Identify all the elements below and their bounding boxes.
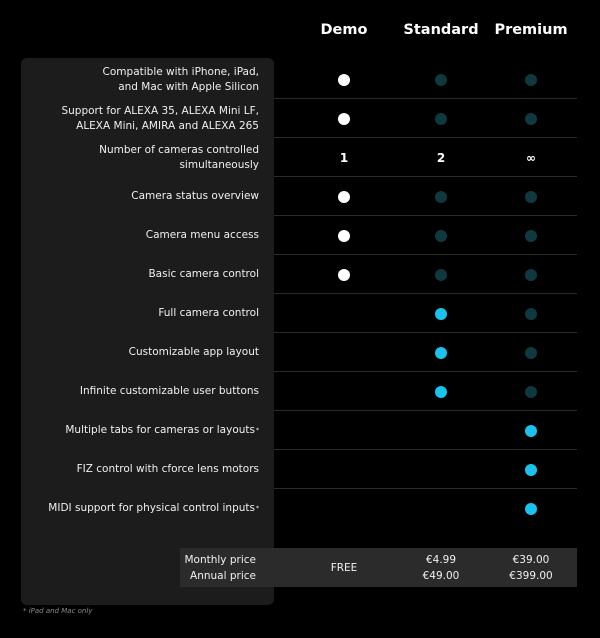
tier-header-demo: Demo — [320, 22, 368, 38]
cell-premium — [511, 177, 551, 216]
feature-dot-icon-dim — [435, 74, 447, 86]
cell-premium — [511, 333, 551, 372]
cell-demo — [324, 60, 364, 99]
feature-included-dot-icon — [525, 503, 537, 515]
cell-standard — [421, 177, 461, 216]
cell-standard — [421, 99, 461, 138]
feature-dot-icon-dim — [525, 308, 537, 320]
feature-dot-icon-dim — [525, 74, 537, 86]
pricing-labels: Monthly price Annual price — [184, 554, 256, 582]
tier-header-premium: Premium — [494, 22, 568, 38]
feature-included-dot-icon — [525, 425, 537, 437]
cell-demo — [324, 99, 364, 138]
feature-row — [0, 177, 600, 216]
cell-demo — [324, 138, 364, 177]
feature-label-cell — [21, 372, 259, 411]
price-demo: FREE — [330, 562, 358, 574]
feature-label-cell — [21, 177, 259, 216]
feature-dot-icon-dim — [435, 269, 447, 281]
cell-demo — [324, 411, 364, 450]
feature-row — [0, 333, 600, 372]
camera-count-value: ∞ — [526, 150, 536, 165]
price-standard: €4.99 €49.00 — [422, 554, 460, 582]
feature-label-cell — [21, 333, 259, 372]
footnote-marker: * — [256, 505, 259, 512]
feature-included-dot-icon — [435, 386, 447, 398]
feature-label-cell — [21, 450, 259, 489]
feature-label-cell — [21, 99, 259, 138]
feature-label: FIZ control with cforce lens motors — [76, 463, 259, 475]
cell-premium — [511, 138, 551, 177]
cell-standard — [421, 294, 461, 333]
feature-row — [0, 138, 600, 177]
footnote-marker: * — [256, 427, 259, 434]
feature-dot-icon-dim — [435, 230, 447, 242]
feature-row — [0, 216, 600, 255]
cell-standard — [421, 138, 461, 177]
cell-demo — [324, 177, 364, 216]
feature-dot-icon-dim — [525, 269, 537, 281]
feature-label-cell — [21, 60, 259, 99]
cell-premium — [511, 372, 551, 411]
feature-label: Multiple tabs for cameras or layouts — [65, 424, 255, 436]
cell-demo — [324, 294, 364, 333]
cell-standard — [421, 216, 461, 255]
feature-row — [0, 60, 600, 99]
cell-standard — [421, 60, 461, 99]
feature-label-cell — [21, 294, 259, 333]
cell-standard — [421, 255, 461, 294]
cell-standard — [421, 333, 461, 372]
feature-row — [0, 489, 600, 528]
feature-label: Full camera control — [158, 307, 259, 319]
cell-standard — [421, 489, 461, 528]
feature-label-cell — [21, 255, 259, 294]
cell-premium — [511, 411, 551, 450]
feature-dot-icon-dim — [525, 230, 537, 242]
feature-included-dot-icon — [338, 191, 350, 203]
feature-label: Number of cameras controlled simultaneously — [99, 143, 259, 171]
feature-row — [0, 255, 600, 294]
feature-label-cell — [21, 489, 259, 528]
cell-premium — [511, 99, 551, 138]
feature-dot-icon-dim — [525, 113, 537, 125]
cell-demo — [324, 489, 364, 528]
feature-included-dot-icon — [525, 464, 537, 476]
cell-demo — [324, 450, 364, 489]
cell-standard — [421, 411, 461, 450]
feature-label-cell — [21, 138, 259, 177]
cell-standard — [421, 372, 461, 411]
cell-demo — [324, 372, 364, 411]
feature-label: MIDI support for physical control inputs — [48, 502, 255, 514]
feature-included-dot-icon — [338, 113, 350, 125]
feature-row — [0, 99, 600, 138]
feature-row — [0, 450, 600, 489]
feature-label-cell — [21, 216, 259, 255]
feature-included-dot-icon — [338, 269, 350, 281]
tier-header-standard: Standard — [403, 22, 479, 38]
feature-label: Basic camera control — [148, 268, 259, 280]
cell-premium — [511, 489, 551, 528]
feature-label: Infinite customizable user buttons — [79, 385, 259, 397]
cell-premium — [511, 294, 551, 333]
feature-dot-icon-dim — [525, 386, 537, 398]
feature-dot-icon-dim — [525, 191, 537, 203]
feature-label: Camera menu access — [145, 229, 259, 241]
cell-demo — [324, 216, 364, 255]
footnote: * iPad and Mac only — [23, 607, 93, 615]
cell-premium — [511, 216, 551, 255]
feature-dot-icon-dim — [435, 113, 447, 125]
feature-label: Customizable app layout — [128, 346, 259, 358]
feature-row — [0, 411, 600, 450]
feature-label: Compatible with iPhone, iPad, and Mac with Apple Silicon — [102, 65, 259, 93]
feature-included-dot-icon — [338, 230, 350, 242]
cell-demo — [324, 333, 364, 372]
cell-premium — [511, 255, 551, 294]
feature-included-dot-icon — [435, 308, 447, 320]
feature-label: Camera status overview — [131, 190, 259, 202]
cell-premium — [511, 450, 551, 489]
cell-standard — [421, 450, 461, 489]
feature-row — [0, 372, 600, 411]
camera-count-value: 2 — [436, 150, 446, 165]
feature-included-dot-icon — [338, 74, 350, 86]
camera-count-value: 1 — [339, 150, 349, 165]
cell-demo — [324, 255, 364, 294]
feature-row — [0, 294, 600, 333]
price-premium: €39.00 €399.00 — [509, 554, 553, 582]
feature-dot-icon-dim — [435, 191, 447, 203]
feature-included-dot-icon — [435, 347, 447, 359]
feature-dot-icon-dim — [525, 347, 537, 359]
feature-label: Support for ALEXA 35, ALEXA Mini LF, ALEXA Mini, AMIRA and ALEXA 265 — [61, 104, 259, 132]
feature-label-cell — [21, 411, 259, 450]
cell-premium — [511, 60, 551, 99]
